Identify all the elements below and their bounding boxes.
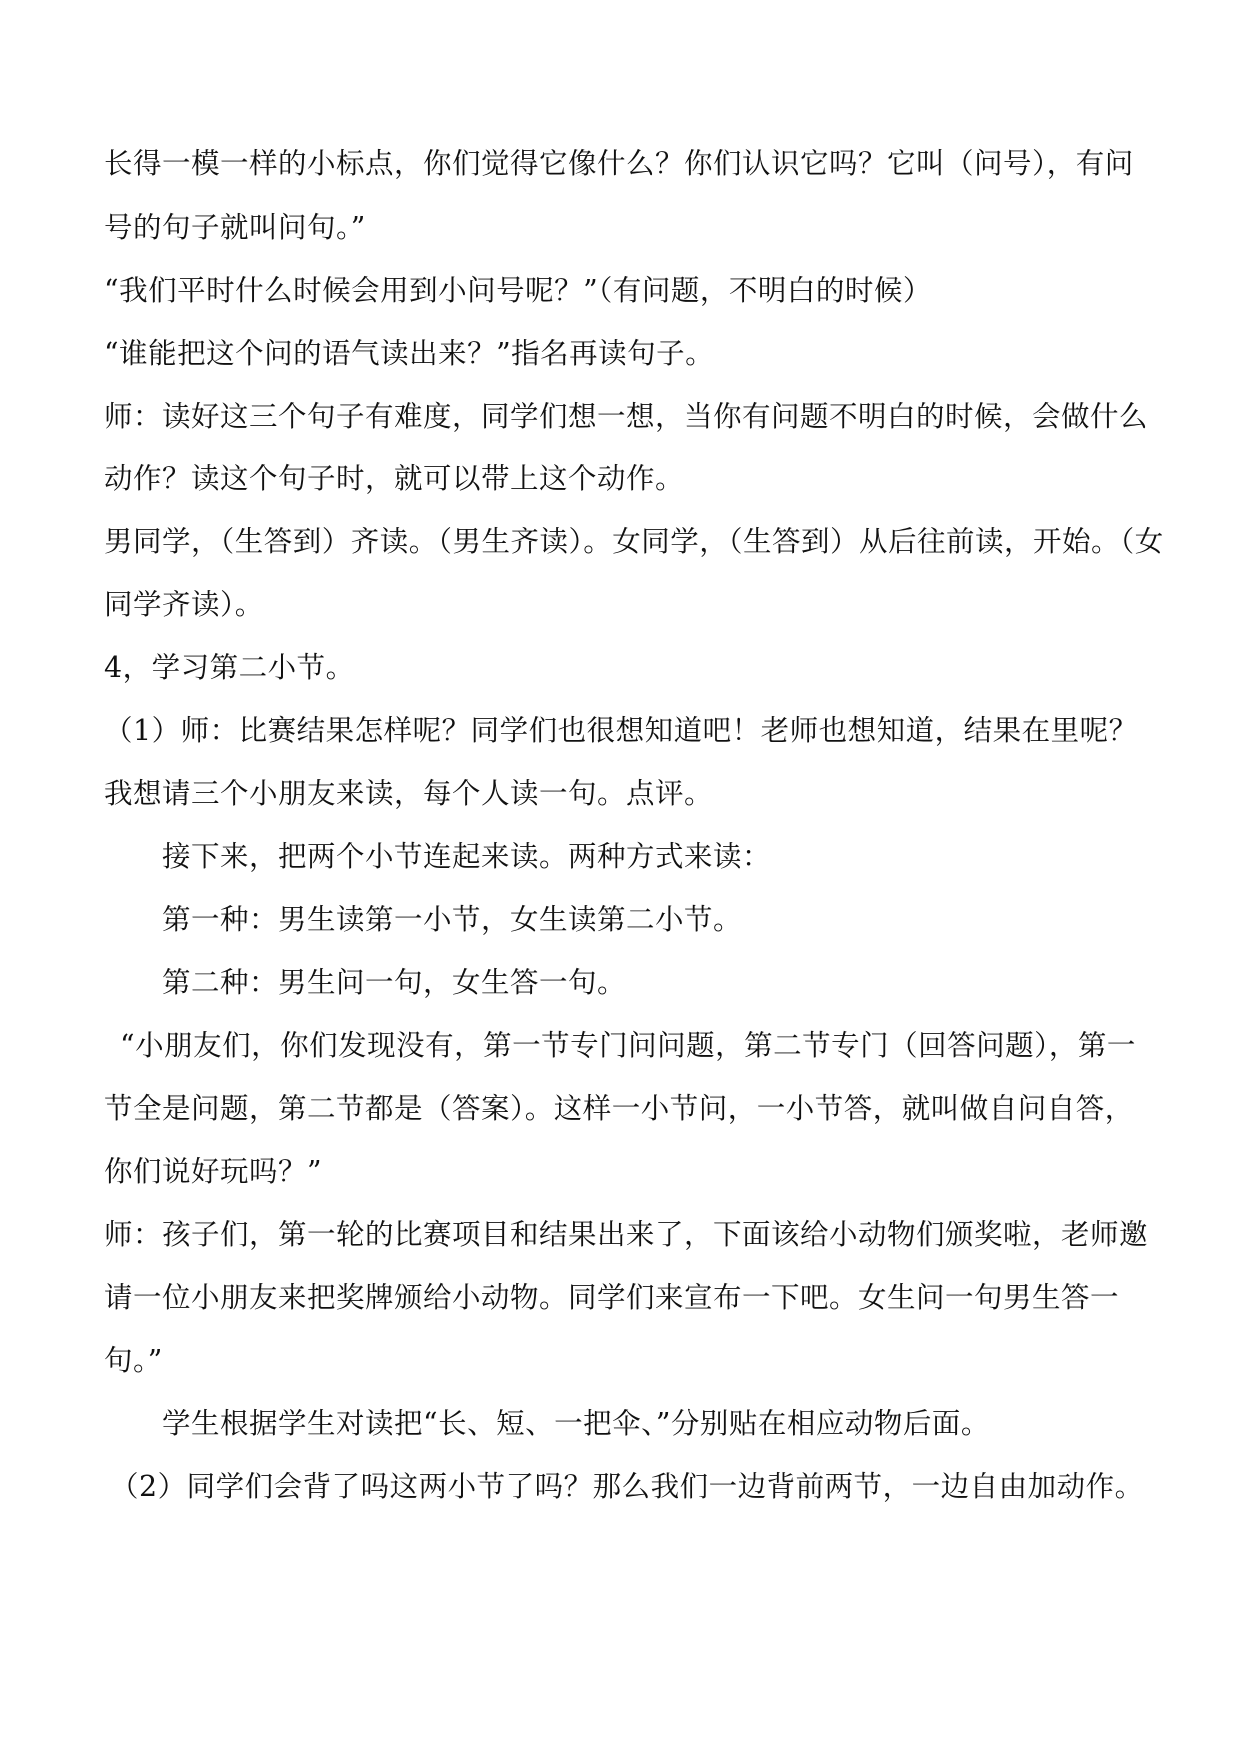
text-line: （2）同学们会背了吗这两小节了吗？那么我们一边背前两节，一边自由加动作。 [110,1470,1144,1503]
text-line: 节全是问题，第二节都是（答案）。这样一小节问，一小节答，就叫做自问自答， [104,1092,1134,1125]
text-line: 男同学，（生答到）齐读。（男生齐读）。女同学，（生答到）从后往前读，开始。（女 [104,525,1164,558]
text-line: 同学齐读）。 [104,588,264,621]
text-line: “小朋友们，你们发现没有，第一节专门问问题，第二节专门（回答问题），第一 [120,1029,1136,1062]
text-line: “谁能把这个问的语气读出来？”指名再读句子。 [104,337,715,370]
text-line: 师：读好这三个句子有难度，同学们想一想，当你有问题不明白的时候，会做什么 [104,400,1149,433]
text-line: 第一种：男生读第一小节，女生读第二小节。 [162,903,743,936]
text-line: 动作？读这个句子时，就可以带上这个动作。 [104,462,685,495]
text-line: 师：孩子们，第一轮的比赛项目和结果出来了，下面该给小动物们颁奖啦，老师邀 [104,1218,1149,1251]
section-heading: 4，学习第二小节。 [104,651,355,684]
text-line: （1）师：比赛结果怎样呢？同学们也很想知道吧！老师也想知道，结果在里呢？ [104,714,1138,747]
text-line: 请一位小朋友来把奖牌颁给小动物。同学们来宣布一下吧。女生问一句男生答一 [104,1281,1120,1314]
text-line: 号的句子就叫问句。” [104,211,366,244]
text-line: 接下来，把两个小节连起来读。两种方式来读： [162,840,772,873]
text-line: 我想请三个小朋友来读，每个人读一句。点评。 [104,777,714,810]
text-line: 学生根据学生对读把“长、短、一把伞、”分别贴在相应动物后面。 [162,1407,990,1440]
text-line: 你们说好玩吗？” [104,1155,323,1188]
text-line: 长得一模一样的小标点，你们觉得它像什么？你们认识它吗？它叫（问号），有问 [104,147,1134,180]
text-line: 第二种：男生问一句，女生答一句。 [162,966,627,999]
text-line: 句。” [104,1344,163,1377]
text-line: “我们平时什么时候会用到小问号呢？”（有问题，不明白的时候） [104,274,932,307]
